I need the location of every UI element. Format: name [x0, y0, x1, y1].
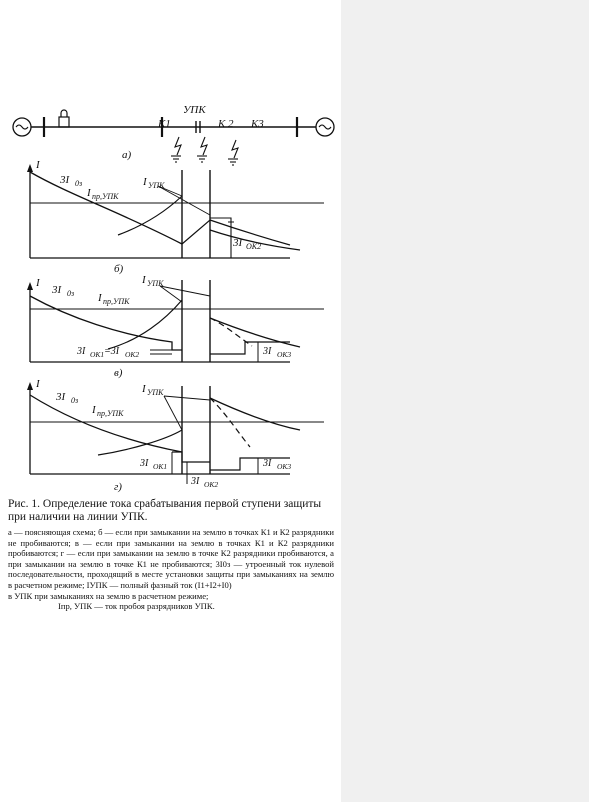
caption-tail [8, 591, 334, 612]
caption-line: а — поясняющая схема; б — если при замыкании на землю в точках К1 и К2 разрядники не пробиваются; в — если при замыкании на землю в точках К1 и К2 разрядники пробиваются; г — если при замыкании на землю в точке К2 разрядники пробиваются, а при замыкании на землю в точке К1 не пробиваются; 3I0з — утроенный ток нулевой последовательности, проходящий в месте установки защиты при замыканиях на землю в расчетном режиме; IУПК — полный фазный ток (I1+I2+I0) [8, 527, 334, 590]
label-3iok2-sub-c: ОК2 [125, 350, 140, 359]
fault-k1-icon [171, 137, 181, 162]
label-3iok2-b: 3I [233, 237, 243, 249]
label-3iok3-c: 3I [263, 346, 272, 357]
label-iupk-sub-d: УПК [147, 388, 164, 397]
label-ipr-d: I [92, 404, 96, 416]
label-iupk-c: I [142, 274, 146, 286]
label-part-a: а) [122, 149, 132, 161]
label-part-c: в) [114, 367, 123, 379]
diagram-d [27, 378, 324, 493]
axis-i-c: I [36, 277, 40, 289]
diagram-b [27, 159, 324, 275]
label-k3: К3 [251, 118, 264, 130]
label-3iok1-sub-c: ОК1 [90, 350, 105, 359]
label-ipr-sub-b: пр,УПК [92, 192, 119, 201]
caption-body [8, 527, 334, 591]
label-3i0z-sub-c: 0з [67, 289, 75, 298]
label-ipr-sub-d: пр,УПК [97, 409, 124, 418]
label-3iok2-d: 3I [191, 476, 200, 487]
label-part-b: б) [114, 263, 124, 275]
label-eq-3iok2-c: =3I [104, 346, 120, 357]
label-3i0z-b: 3I [60, 174, 70, 186]
label-k2: К 2 [218, 118, 234, 130]
label-3iok1-c: 3I [77, 346, 86, 357]
label-upk: УПК [183, 104, 206, 116]
label-3iok2-sub-b: ОК2 [246, 242, 262, 251]
label-k1: К1 [158, 118, 171, 130]
axis-i-d: I [36, 378, 40, 390]
fault-k3-icon [228, 140, 238, 165]
caption-tail-1: в УПК при замыканиях на землю в расчетном режиме; [8, 590, 209, 601]
breaker-icon [59, 110, 69, 127]
label-3iok3-d: 3I [263, 458, 272, 469]
diagram-a-schematic [13, 104, 334, 165]
caption-tail-2: Iпр, УПК — ток пробоя разрядников УПК. [58, 601, 215, 612]
label-3iok1-sub-d: ОК1 [153, 462, 168, 471]
axis-i-b: I [36, 159, 40, 171]
diagram-c [27, 274, 324, 379]
arrester-icon [197, 137, 207, 162]
figure-1 [0, 0, 341, 498]
label-3i0z-d: 3I [56, 391, 66, 403]
label-3iok3-sub-d: ОК3 [277, 462, 292, 471]
label-3iok2-sub-d: ОК2 [204, 480, 219, 489]
label-ipr-b: I [87, 187, 91, 199]
label-iupk-b: I [143, 176, 147, 188]
label-iupk-sub-c: УПК [147, 279, 164, 288]
label-3iok1-d: 3I [140, 458, 149, 469]
label-part-d: г) [114, 481, 122, 493]
label-ipr-c: I [98, 292, 102, 304]
label-ipr-sub-c: пр,УПК [103, 297, 130, 306]
caption-title: Рис. 1. Определение тока срабатывания первой ступени защиты при наличии на линии УПК. [8, 498, 322, 523]
label-iupk-sub-b: УПК [148, 181, 165, 190]
label-3i0z-sub-d: 0з [71, 396, 79, 405]
label-3iok3-sub-c: ОК3 [277, 350, 292, 359]
figure-caption [8, 498, 334, 612]
label-3i0z-c: 3I [52, 284, 62, 296]
page-margin [341, 0, 589, 802]
label-iupk-d: I [142, 383, 146, 395]
label-3i0z-sub-b: 0з [75, 179, 83, 188]
